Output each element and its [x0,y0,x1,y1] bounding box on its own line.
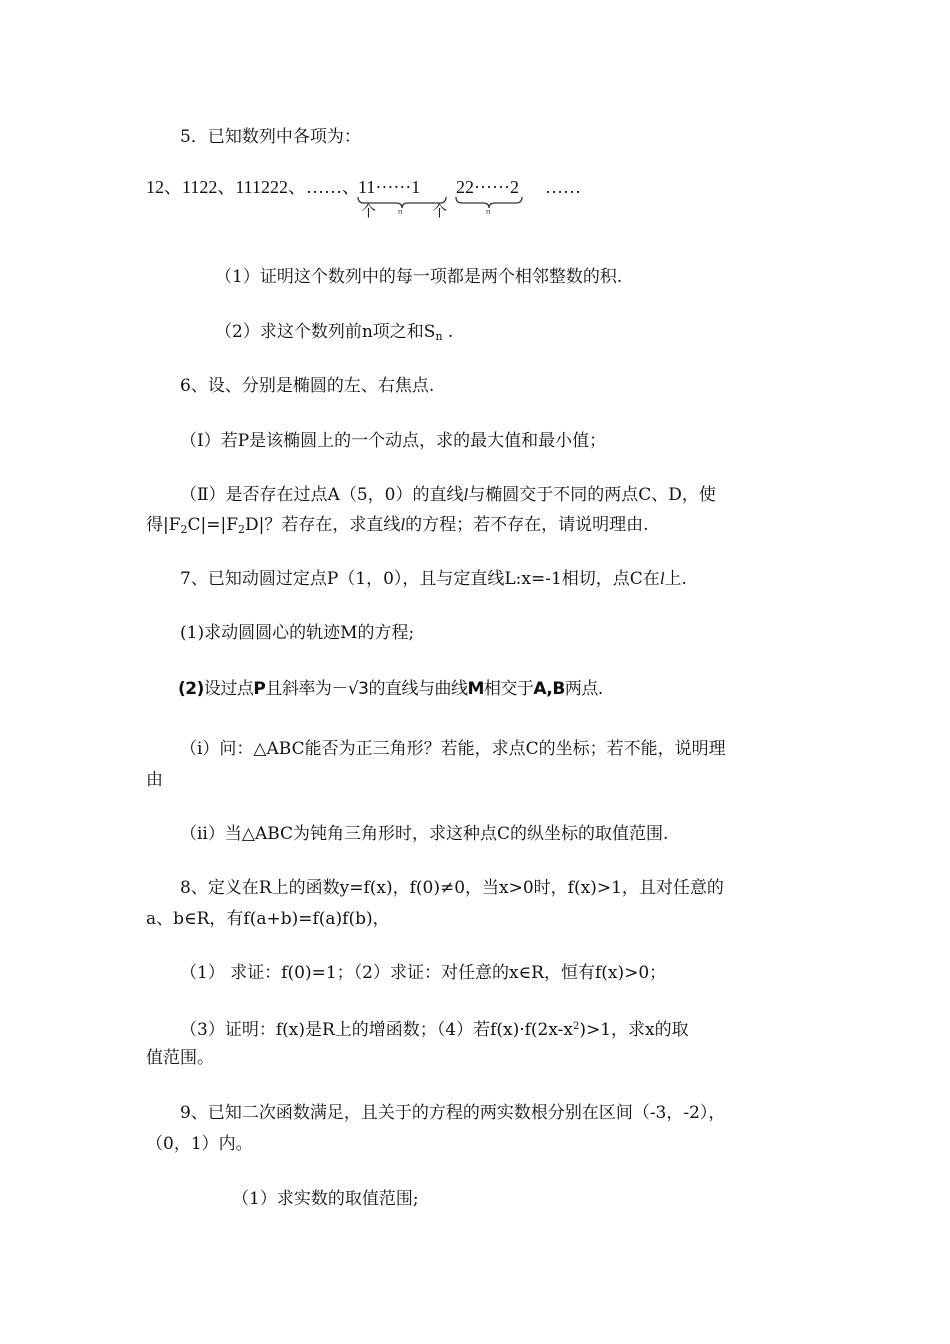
q6-part1: （Ⅰ）若P是该椭圆上的一个动点，求的最大值和最小值； [180,431,607,451]
q5-ge-label-1: 个 [361,202,377,220]
q5-part1: （1）证明这个数列中的每一项都是两个相邻整数的积. [215,267,623,287]
q9-line2: （0，1）内。 [146,1134,253,1154]
q8-line1: 8、定义在R上的函数y=f(x)，f(0)≠0，当x>0时，f(x)>1，且对任意的 [180,878,724,898]
q6-title: 6、设、分别是椭圆的左、右焦点. [180,376,435,396]
q7-part-i-line2: 由 [146,770,163,790]
q7-part-i-line1: （i）问：△ABC能否为正三角形？若能，求点C的坐标；若不能，说明理 [180,739,726,759]
q6-part2-line2: 得$|F_2C|=|F_2D|$？若存在，求直线l的方程；若不存在，请说明理由. [146,515,649,536]
q7-part1: (1)求动圆圆心的轨迹M的方程; [180,623,415,643]
q9-line3: （1）求实数的取值范围; [232,1189,419,1209]
q8-line3: （1） 求证：f(0)=1；（2）求证：对任意的x∈R，恒有f(x)>0； [180,963,667,983]
q8-line2: a、b∈R，有f(a+b)=f(a)f(b)， [146,909,390,929]
q8-line5: 值范围。 [146,1048,214,1068]
q5-sequence-ones: 11······1 [358,177,421,197]
q5-ge-label-2: 个 [432,202,448,220]
q7-part-ii: （ii）当△ABC为钝角三角形时，求这种点C的纵坐标的取值范围. [180,824,669,844]
q9-line1: 9、已知二次函数满足，且关于的方程的两实数根分别在区间（-3，-2）， [180,1103,726,1123]
q5-part2: （2）求这个数列前n项之和$S_n$ . [215,322,454,343]
q7-title: 7、已知动圆过定点P（1，0），且与定直线L:x=-1相切，点C在l上. [180,569,687,589]
q7-part2: (2)设过点P且斜率为－√3的直线与曲线M相交于A,B两点. [178,679,603,699]
q5-n-label-2: n [486,208,491,216]
q8-line4: （3）证明：f(x)是R上的增函数；（4）若$f(x)\cdot f(2x-x^2)>1$，求x的取 [180,1020,689,1040]
q5-title: 5．已知数列中各项为： [180,127,361,147]
q5-sequence-twos: 22······2 [456,177,519,197]
q5-sequence-tail: …… [545,177,581,197]
q6-part2-line1: （Ⅱ）是否存在过点A（5，0）的直线l与椭圆交于不同的两点C、D，使 [180,485,716,505]
q5-sequence-head: 12、1122、111222、……、 [146,177,360,197]
q5-n-label-1: n [398,208,403,216]
